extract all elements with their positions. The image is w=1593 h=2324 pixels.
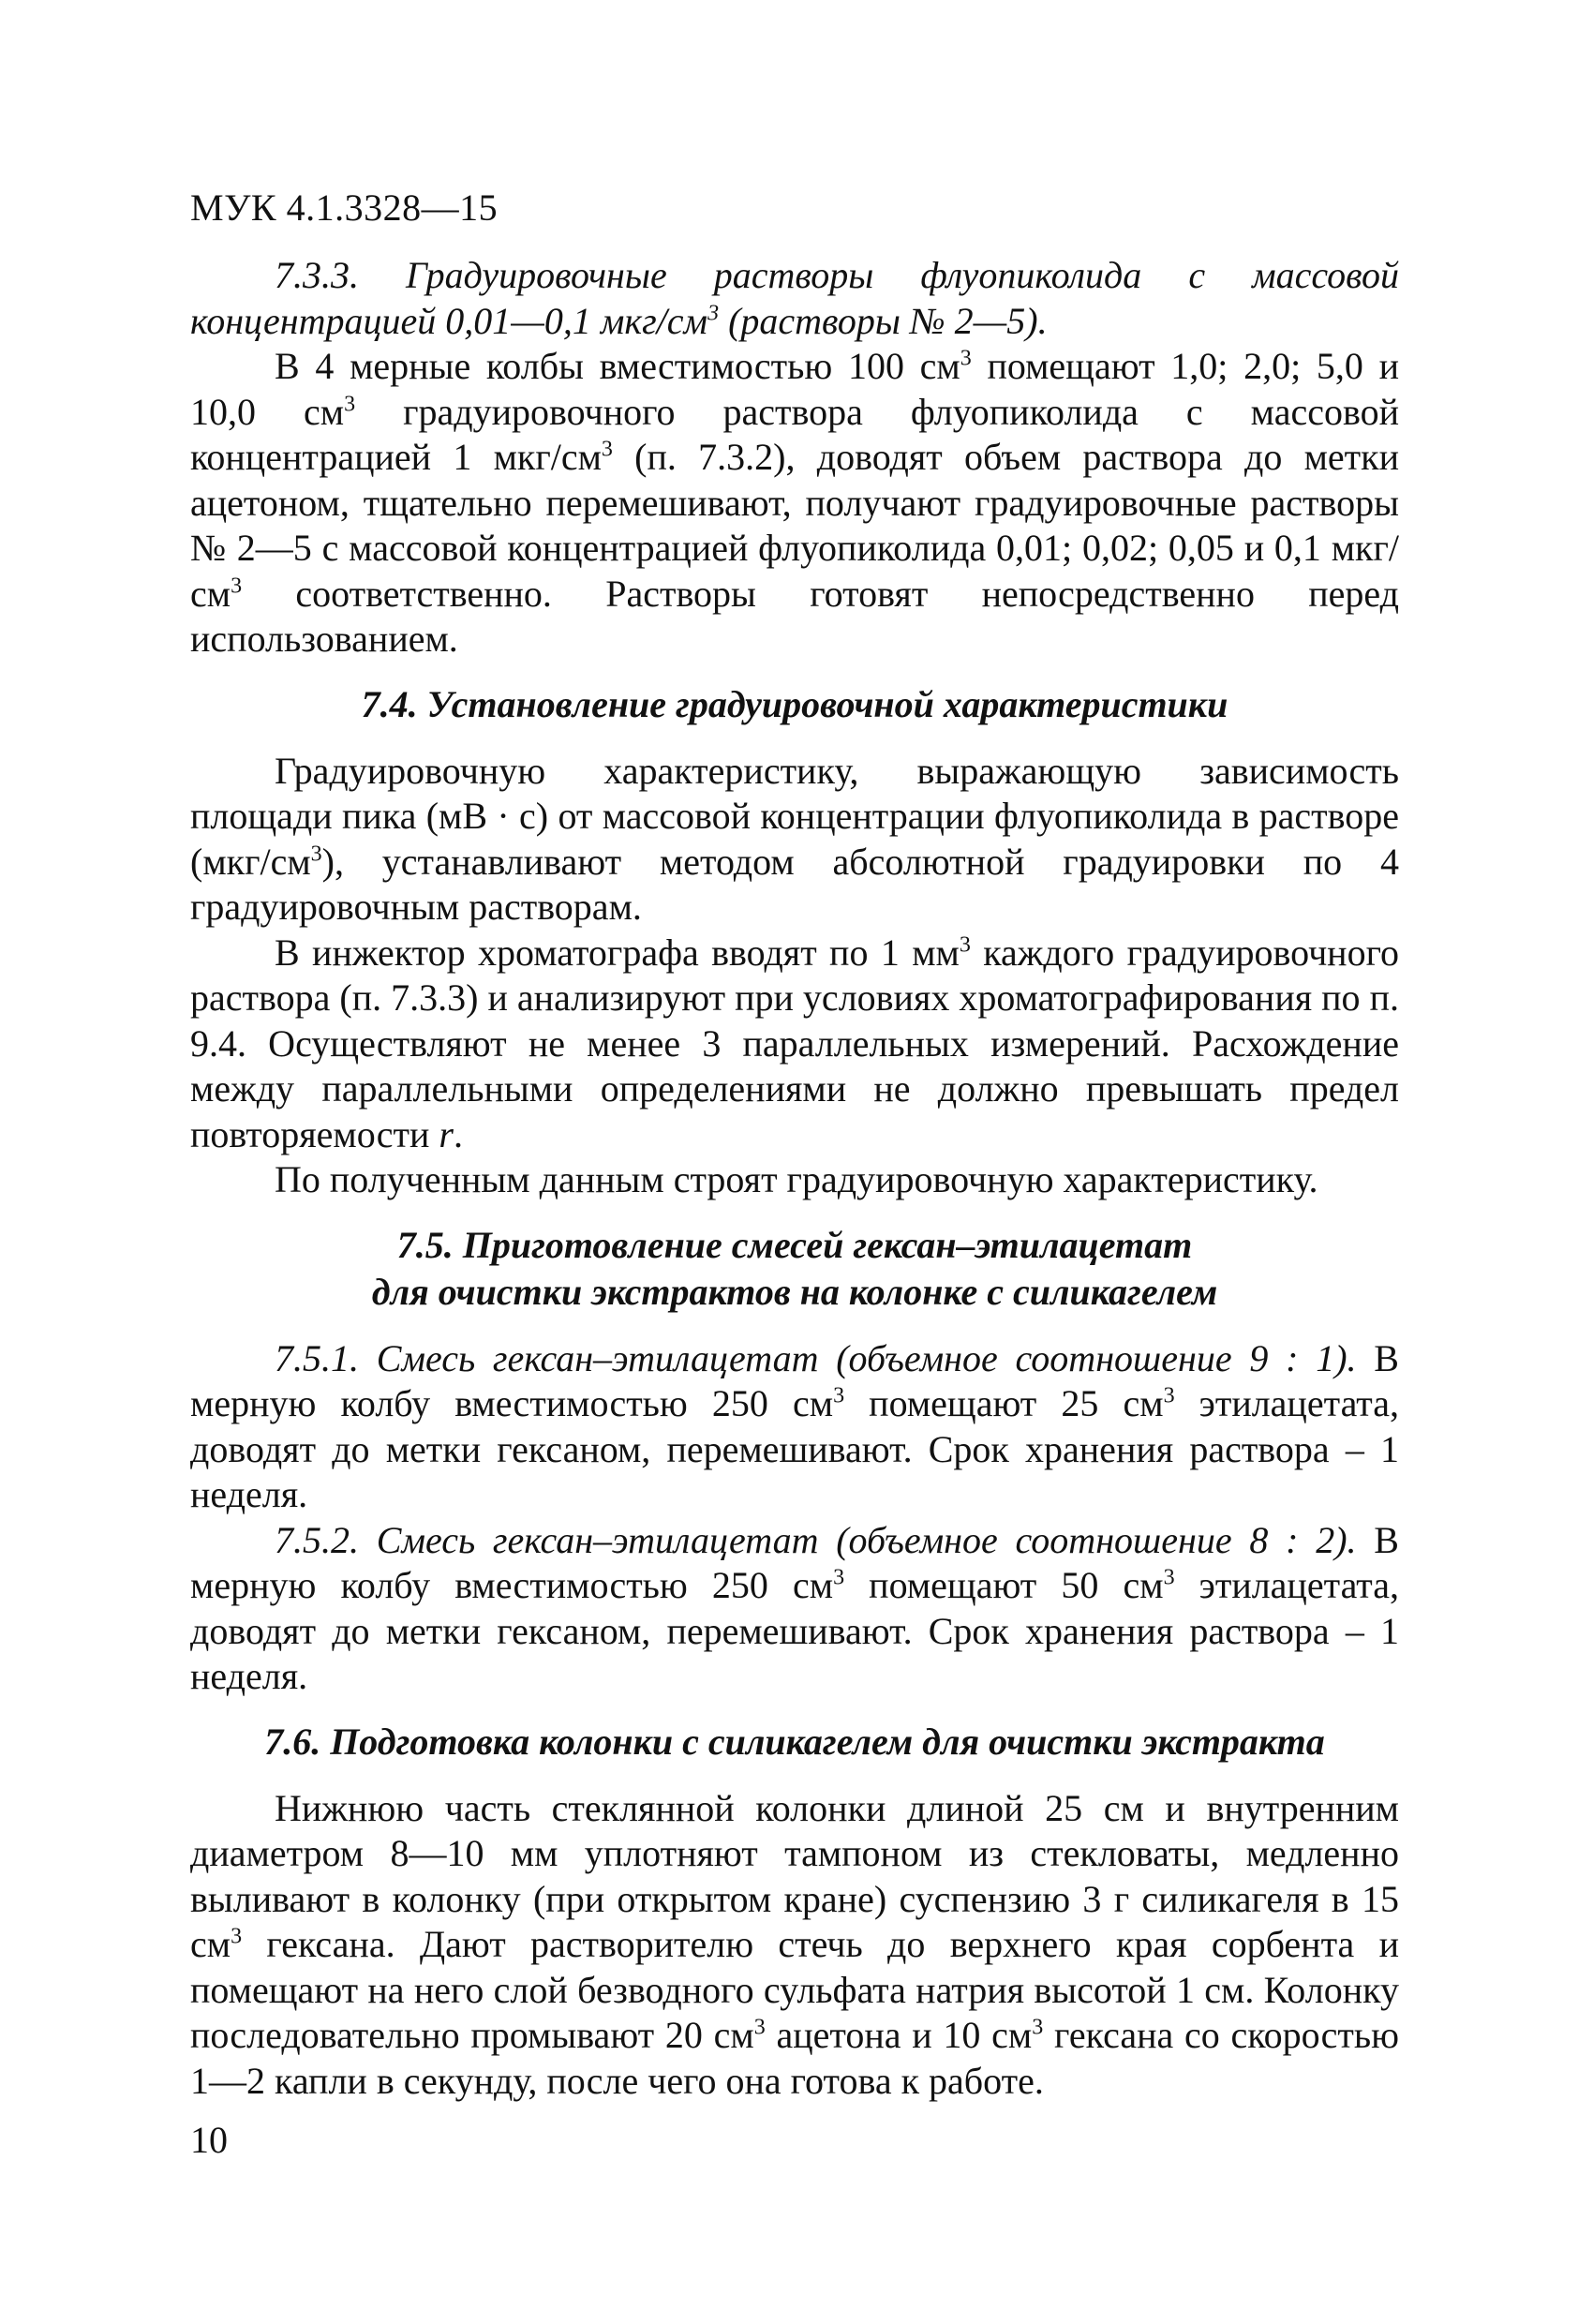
text-run: помещают 1,0; 2,0; 5,0 и 10,0 см xyxy=(190,345,1400,433)
document-code: МУК 4.1.3328—15 xyxy=(190,186,499,229)
text-run: В мерную колбу вместимостью 250 см xyxy=(190,1336,1399,1424)
text-run: Градуировочную характеристику, выражающую зависимость площади пика (мВ · с) от массовой концентрации флуопиколида в растворе (мкг/см xyxy=(190,749,1399,883)
section-7-6-heading: 7.6. Подготовка колонки с силикагелем для очистки экстракта xyxy=(264,1720,1325,1763)
section-7-5-heading xyxy=(190,1222,1399,1316)
section-7-4-paragraph-1 xyxy=(190,749,1399,931)
section-7-4-paragraph-2 xyxy=(190,931,1399,1158)
text-run: гексана со скоростью 1—2 капли в секунду, после чего она готова к работе. xyxy=(190,2014,1400,2102)
superscript: 3 xyxy=(310,842,322,867)
superscript: 3 xyxy=(753,2015,766,2040)
section-7-5-1-title: 7.5.1. Смесь гексан–этилацетат (объемное соотношение 9 : 1). xyxy=(275,1336,1357,1379)
section-7-3-3-lead-paragraph xyxy=(190,253,1399,344)
text-run: ), устанавливают методом абсолютной градуировки по 4 градуировочным растворам. xyxy=(190,840,1399,928)
superscript: 3 xyxy=(1163,1565,1175,1590)
text-run: Нижнюю часть стеклянной колонки длиной 25 см и внутренним диаметром 8—10 мм уплотняют тампоном из стекловаты, медленно выливают в колонку (при открытом кране) суспензию 3 г силикагеля в 15 см xyxy=(190,1786,1399,1965)
repeatability-symbol: r xyxy=(439,1112,454,1155)
superscript: 3 xyxy=(959,932,971,958)
superscript: 3 xyxy=(601,437,613,462)
section-7-5-heading-line-1: 7.5. Приготовление смесей гексан–этилацетат xyxy=(396,1223,1193,1266)
section-7-3-3-paragraph xyxy=(190,344,1399,663)
page-number: 10 xyxy=(190,2119,228,2161)
superscript: 3 xyxy=(1163,1383,1175,1408)
superscript: 3 xyxy=(231,574,243,599)
superscript: 3 xyxy=(833,1565,845,1590)
text-run: В 4 мерные колбы вместимостью 100 см xyxy=(275,345,960,387)
section-7-4-heading: 7.4. Установление градуировочной характеристики xyxy=(361,682,1228,725)
superscript: 3 xyxy=(960,346,972,371)
section-7-5-2-paragraph xyxy=(190,1518,1399,1700)
section-7-3-3-title-tail: (растворы № 2—5). xyxy=(719,299,1048,342)
text-run: этилацетата, доводят до метки гексаном, перемешивают. Срок хранения раствора – 1 неделя. xyxy=(190,1382,1400,1515)
text-run: гексана. Дают растворителю стечь до верхнего края сорбента и помещают на него слой безводного сульфата натрия высотой 1 см. Колонку последовательно промывают 20 см xyxy=(190,1923,1399,2056)
section-7-3-3-title: 7.3.3. Градуировочные растворы флуопиколида с массовой концентрацией 0,01—0,1 мкг/см xyxy=(190,254,1399,342)
text-run: этилацетата, доводят до метки гексаном, перемешивают. Срок хранения раствора – 1 неделя. xyxy=(190,1564,1400,1697)
section-7-5-1-paragraph xyxy=(190,1336,1399,1518)
text-run: помещают 50 см xyxy=(844,1564,1164,1606)
text-run: ацетона и 10 см xyxy=(765,2014,1033,2056)
section-7-6-paragraph xyxy=(190,1786,1399,2105)
text-run: градуировочного раствора флуопиколида с массовой концентрацией 1 мкг/см xyxy=(190,390,1399,478)
section-7-4-paragraph-3: По полученным данным строят градуировочную характеристику. xyxy=(275,1158,1318,1200)
text-run: В мерную колбу вместимостью 250 см xyxy=(190,1518,1399,1606)
superscript: 3 xyxy=(344,392,356,417)
superscript: 3 xyxy=(707,301,720,326)
superscript: 3 xyxy=(231,1924,243,1949)
text-run: (п. 7.3.2), доводят объем раствора до метки ацетоном, тщательно перемешивают, получают градуировочные растворы № 2—5 с массовой концентрацией флуопиколида 0,01; 0,02; 0,05 и 0,1 мкг/см xyxy=(190,436,1399,615)
section-7-5-2-title: 7.5.2. Смесь гексан–этилацетат (объемное соотношение 8 : 2). xyxy=(275,1518,1357,1561)
text-run: В инжектор хроматографа вводят по 1 мм xyxy=(275,931,960,974)
text-run: каждого градуировочного раствора (п. 7.3.3) и анализируют при условиях хроматографирования по п. 9.4. Осуществляют не менее 3 параллельных измерений. Расхождение между параллельными определениями не должно превышать предел повторяемости xyxy=(190,931,1399,1155)
superscript: 3 xyxy=(833,1383,845,1408)
text-run: помещают 25 см xyxy=(844,1382,1164,1424)
page-content xyxy=(190,253,1399,2104)
section-7-5-heading-line-2: для очистки экстрактов на колонке с силикагелем xyxy=(371,1270,1218,1313)
superscript: 3 xyxy=(1032,2015,1044,2040)
text-run: соответственно. Растворы готовят непосредственно перед использованием. xyxy=(190,572,1399,660)
text-run: . xyxy=(453,1112,463,1155)
